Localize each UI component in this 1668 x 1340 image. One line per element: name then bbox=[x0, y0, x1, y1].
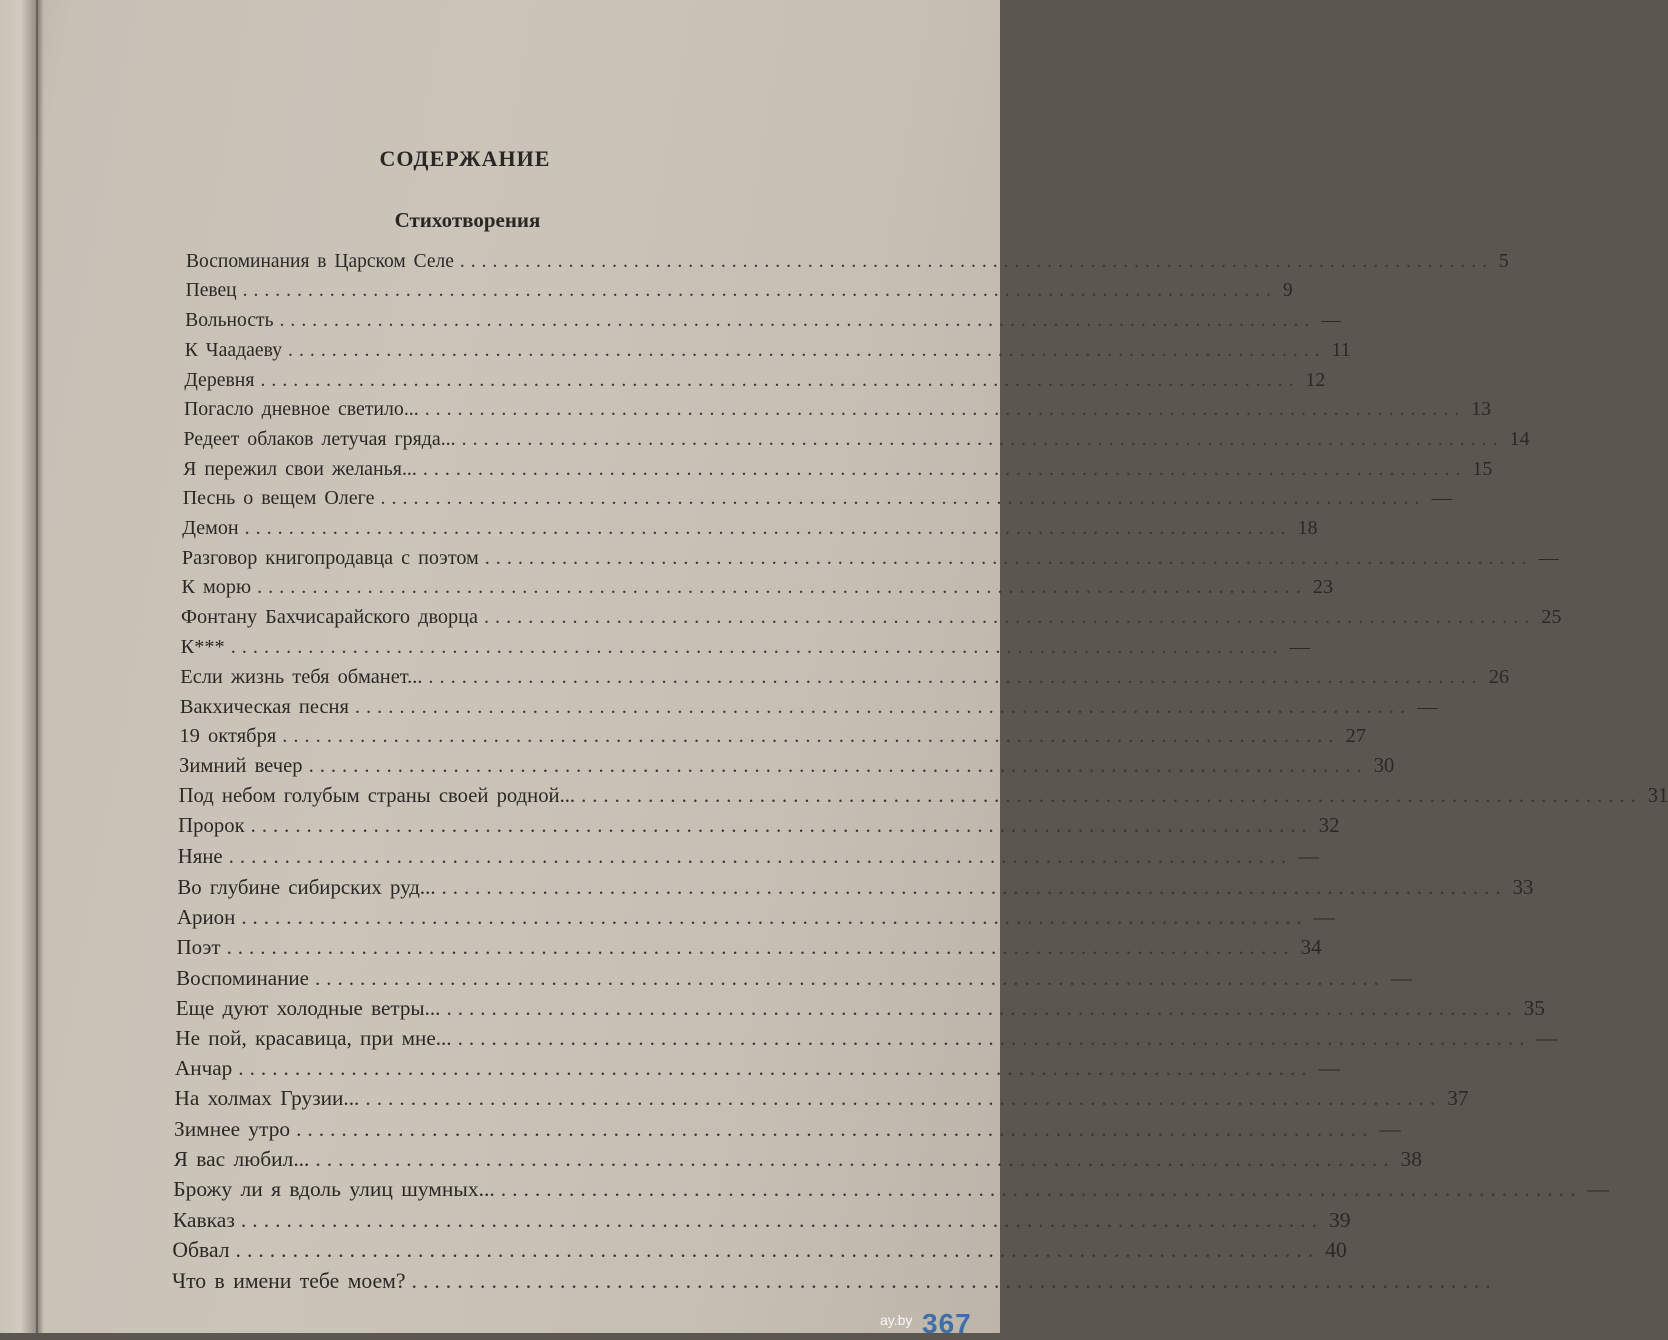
toc-entry-title: Поэт bbox=[176, 935, 221, 960]
toc-entry bbox=[173, 1147, 1422, 1177]
contents-heading: СОДЕРЖАНИЕ bbox=[379, 146, 551, 171]
toc-entry-title: Демон bbox=[182, 516, 239, 539]
toc-entry-title: Зимний вечер bbox=[179, 755, 303, 778]
toc-entry-page: 35 bbox=[1523, 995, 1545, 1020]
toc-entry-page: 14 bbox=[1509, 427, 1530, 450]
dot-leader: ............................................................................................... bbox=[296, 1116, 1374, 1141]
dot-leader: ............................................................................................... bbox=[424, 398, 1466, 421]
toc-entry-title: Песнь о вещем Олеге bbox=[182, 487, 375, 510]
dot-leader: ............................................................................................... bbox=[314, 965, 1385, 990]
toc-entry bbox=[183, 427, 1530, 458]
dot-leader: ............................................................................................... bbox=[244, 516, 1292, 539]
dot-leader: ............................................................................................... bbox=[230, 635, 1284, 658]
toc-entry bbox=[176, 935, 1322, 965]
toc-entry-page: — bbox=[1536, 1025, 1558, 1050]
dot-leader: ............................................................................................... bbox=[308, 755, 1368, 778]
toc-entry-title: Не пой, красавица, при мне... bbox=[175, 1025, 452, 1050]
toc-entry bbox=[176, 965, 1412, 996]
toc-entry bbox=[179, 695, 1438, 726]
toc-entry-title: Воспоминание bbox=[176, 965, 309, 990]
toc-entry bbox=[184, 368, 1326, 399]
toc-entry-title: Воспоминания в Царском Селе bbox=[186, 251, 454, 272]
toc-entry bbox=[172, 1268, 1497, 1299]
toc-entry bbox=[178, 815, 1340, 845]
toc-entry bbox=[175, 995, 1545, 1026]
dot-leader: ............................................................................................... bbox=[441, 875, 1507, 900]
toc-entry-title: Певец bbox=[185, 280, 237, 302]
toc-entry-page: 25 bbox=[1541, 606, 1562, 629]
toc-entry bbox=[173, 1177, 1609, 1207]
toc-entry-title: Деревня bbox=[184, 368, 255, 391]
dot-leader: ............................................................................................... bbox=[483, 606, 1536, 629]
toc-entry-page: — bbox=[1587, 1177, 1609, 1202]
toc-entry-title: Брожу ли я вдоль улиц шумных... bbox=[173, 1177, 495, 1202]
toc-entry-title: 19 октября bbox=[179, 725, 277, 748]
toc-entry-title: Во глубине сибирских руд... bbox=[177, 875, 436, 900]
toc-entry-page: 39 bbox=[1329, 1207, 1351, 1232]
toc-entry-page: 31 bbox=[1647, 785, 1668, 808]
toc-entry-page: 34 bbox=[1300, 935, 1322, 960]
toc-entry-page: 26 bbox=[1488, 665, 1510, 688]
toc-entry-title: Вакхическая песня bbox=[179, 695, 349, 718]
toc-entry-page: — bbox=[1379, 1116, 1401, 1141]
toc-entry bbox=[177, 875, 1534, 905]
section-heading: Стихотворения bbox=[394, 208, 541, 232]
toc-entry-page: 27 bbox=[1345, 725, 1367, 748]
toc-entry-page: 12 bbox=[1305, 368, 1326, 391]
dot-leader: ............................................................................................... bbox=[380, 487, 1426, 510]
toc-entry-title: К Чаадаеву bbox=[184, 339, 283, 362]
toc-entry bbox=[174, 1116, 1401, 1147]
toc-entry bbox=[185, 280, 1293, 310]
toc-entry bbox=[183, 398, 1492, 428]
toc-entry-page: 15 bbox=[1472, 457, 1493, 480]
toc-entry-title: Арион bbox=[176, 905, 236, 930]
dot-leader: ............................................................................................... bbox=[240, 1207, 1324, 1232]
dot-leader: ............................................................................................... bbox=[581, 785, 1642, 808]
toc-entry-page: 11 bbox=[1331, 339, 1351, 362]
dot-leader: ............................................................................................... bbox=[241, 905, 1308, 930]
toc-entry-page: — bbox=[1390, 965, 1412, 990]
toc-entry-title: Редеет облаков летучая гряда... bbox=[183, 427, 456, 450]
toc-entry-page: 9 bbox=[1282, 280, 1293, 302]
dot-leader: ............................................................................................... bbox=[226, 935, 1295, 960]
dot-leader: ............................................................................................... bbox=[446, 995, 1518, 1020]
dot-leader: ............................................................................................... bbox=[422, 457, 1467, 480]
toc-entry bbox=[184, 339, 1351, 369]
toc-entry bbox=[178, 785, 1668, 815]
toc-entry-title: Если жизнь тебя обманет... bbox=[180, 665, 423, 688]
toc-entry bbox=[179, 755, 1395, 785]
toc-entry bbox=[174, 1086, 1469, 1116]
dot-leader: ............................................................................................... bbox=[411, 1268, 1497, 1293]
dot-leader: ............................................................................................... bbox=[235, 1238, 1320, 1263]
toc-entry bbox=[180, 665, 1510, 696]
toc-entry-title: К*** bbox=[180, 635, 225, 658]
dot-leader: ............................................................................................... bbox=[428, 665, 1483, 688]
toc-entry-page: 40 bbox=[1325, 1238, 1347, 1263]
toc-entry-page: 23 bbox=[1312, 576, 1334, 599]
toc-entry bbox=[174, 1056, 1340, 1086]
toc-entry-title: Фонтану Бахчисарайского дворца bbox=[181, 606, 478, 629]
toc-entry bbox=[186, 251, 1509, 281]
page-number: 367 bbox=[922, 1308, 972, 1339]
toc-entry-page: — bbox=[1313, 905, 1335, 930]
dot-leader: ............................................................................................... bbox=[365, 1086, 1442, 1111]
toc-entry-title: Еще дуют холодные ветры... bbox=[175, 995, 441, 1020]
toc-entry-title: Я пережил свои желанья... bbox=[183, 457, 417, 480]
toc-entry-title: Разговор книгопродавца с поэтом bbox=[181, 546, 479, 569]
dot-leader: ............................................................................................... bbox=[500, 1177, 1582, 1202]
dot-leader: ............................................................................................... bbox=[260, 368, 1300, 391]
dot-leader: ............................................................................................... bbox=[242, 280, 1277, 302]
dot-leader: ............................................................................................... bbox=[282, 725, 1340, 748]
dot-leader: ............................................................................................... bbox=[484, 546, 1533, 569]
toc-entry-title: Обвал bbox=[172, 1238, 230, 1263]
dot-leader: ............................................................................................... bbox=[354, 695, 1412, 718]
toc-entry bbox=[175, 1025, 1558, 1056]
toc-entry-title: Кавказ bbox=[172, 1207, 235, 1232]
toc-entry-title: К морю bbox=[181, 576, 252, 599]
toc-entry bbox=[182, 487, 1452, 517]
toc-entry-page: 18 bbox=[1297, 516, 1318, 539]
toc-entry-title: На холмах Грузии... bbox=[174, 1086, 360, 1111]
toc-entry bbox=[172, 1238, 1347, 1268]
toc-entry-page: — bbox=[1289, 635, 1310, 658]
watermark: ay.by bbox=[880, 1312, 913, 1328]
toc-entry-title: Анчар bbox=[174, 1056, 233, 1081]
toc-entry-title: Под небом голубым страны своей родной... bbox=[178, 785, 576, 808]
toc-entry bbox=[181, 546, 1559, 577]
toc-entry-page: — bbox=[1417, 695, 1438, 718]
toc-entry-page: — bbox=[1538, 546, 1559, 569]
toc-entry-title: Что в имени тебе моем? bbox=[172, 1268, 406, 1293]
toc-entry-title: Вольность bbox=[185, 309, 274, 331]
toc-entry-page: 13 bbox=[1471, 398, 1492, 421]
dot-leader: ............................................................................................... bbox=[257, 576, 1307, 599]
toc-entry-page: 37 bbox=[1447, 1086, 1469, 1111]
toc-entry-page: 32 bbox=[1318, 815, 1340, 838]
toc-entry bbox=[180, 635, 1310, 666]
toc-entry-page: 33 bbox=[1512, 875, 1534, 900]
toc-entry bbox=[172, 1207, 1351, 1238]
toc-entry bbox=[181, 576, 1334, 606]
toc-entry-page: 38 bbox=[1400, 1147, 1422, 1171]
toc-entry bbox=[179, 725, 1367, 755]
toc-entry-page: 30 bbox=[1373, 755, 1395, 778]
toc-entry-page: — bbox=[1298, 845, 1320, 869]
toc-entry-title: Пророк bbox=[178, 815, 245, 838]
dot-leader: ............................................................................................... bbox=[238, 1056, 1313, 1081]
toc-entry-title: Я вас любил... bbox=[173, 1147, 310, 1171]
toc-entry-title: Зимнее утро bbox=[174, 1116, 291, 1141]
dot-leader: ............................................................................................... bbox=[279, 309, 1316, 331]
toc-entry bbox=[176, 905, 1335, 935]
toc-entry-title: Погасло дневное светило... bbox=[183, 398, 419, 421]
toc-entry bbox=[185, 309, 1341, 340]
dot-leader: ............................................................................................... bbox=[288, 339, 1326, 362]
toc-entry-title: Няне bbox=[177, 845, 223, 869]
toc-entry bbox=[181, 606, 1562, 636]
toc-entry-page: — bbox=[1321, 309, 1341, 331]
toc-entry-page: 5 bbox=[1499, 251, 1509, 272]
toc-entry-page: — bbox=[1318, 1056, 1340, 1081]
dot-leader: ............................................................................................... bbox=[315, 1147, 1395, 1171]
toc-entry bbox=[182, 516, 1318, 547]
dot-leader: ............................................................................................... bbox=[459, 251, 1494, 272]
toc-entry-page: — bbox=[1431, 487, 1452, 510]
dot-leader: ............................................................................................... bbox=[461, 427, 1504, 450]
toc-entry bbox=[183, 457, 1493, 488]
dot-leader: ............................................................................................... bbox=[228, 845, 1293, 869]
dot-leader: ............................................................................................... bbox=[250, 815, 1313, 838]
toc-entry bbox=[177, 845, 1320, 875]
dot-leader: ............................................................................................... bbox=[457, 1025, 1531, 1050]
